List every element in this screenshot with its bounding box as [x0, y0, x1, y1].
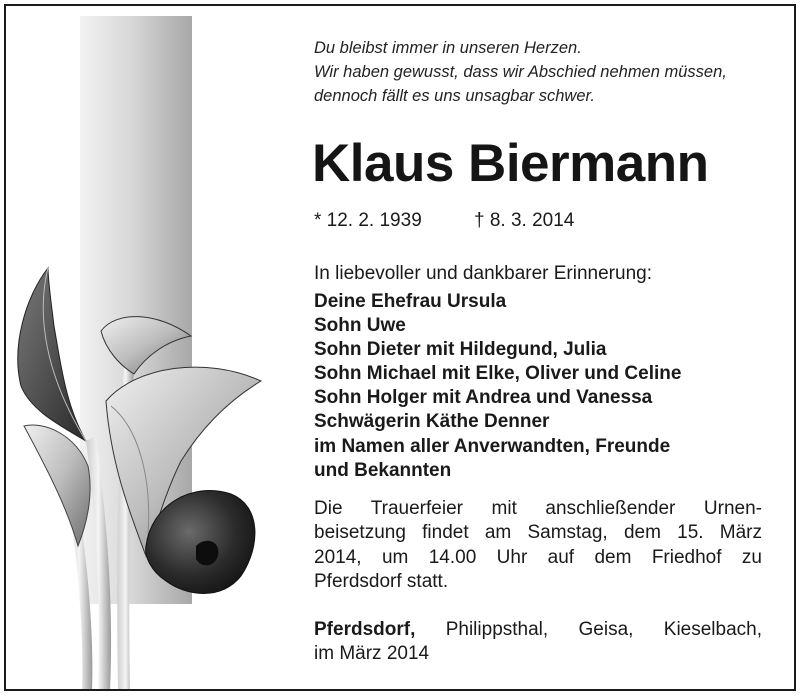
death-date: † 8. 3. 2014 [474, 210, 575, 231]
mourner-line: Deine Ehefrau Ursula [314, 291, 507, 312]
mourner-line: Sohn Uwe [314, 315, 406, 337]
ceremony-line: beisetzung findet am Samstag, dem 15. März [314, 522, 762, 544]
mourner-line: und Bekannten [314, 459, 452, 481]
ceremony-line: Die Trauerfeier mit anschließender Urnen- [314, 498, 762, 519]
deceased-name: Klaus Biermann [312, 134, 709, 193]
closing-signature [314, 618, 762, 667]
mourners-list [314, 290, 681, 483]
life-dates [314, 209, 574, 233]
ceremony-line: Pferdsdorf statt. [314, 571, 449, 593]
birth-date: * 12. 2. 1939 [314, 210, 422, 231]
motto-line: dennoch fällt es uns unsagbar schwer. [314, 87, 595, 105]
obituary-notice [4, 4, 796, 691]
remembrance-intro: In liebevoller und dankbarer Erinnerung: [314, 263, 652, 284]
mourner-line: Sohn Holger mit Andrea und Vanessa [314, 387, 653, 409]
mourner-line: Sohn Dieter mit Hildegund, Julia [314, 339, 607, 361]
calla-lily-icon [6, 256, 276, 691]
mourner-line: Sohn Michael mit Elke, Oliver und Celine [314, 363, 682, 385]
ceremony-info [314, 497, 762, 595]
motto-line: Wir haben gewusst, dass wir Abschied nehmen müssen, [314, 63, 727, 81]
closing-other-places: Philippsthal, Geisa, Kieselbach, [445, 619, 763, 640]
motto-line: Du bleibst immer in unseren Herzen. [314, 39, 582, 57]
closing-places [314, 618, 762, 642]
closing-main-place: Pferdsdorf, [314, 619, 416, 640]
mourner-line: Schwägerin Käthe Denner [314, 411, 550, 433]
closing-date: im März 2014 [314, 643, 430, 665]
ceremony-line: 2014, um 14.00 Uhr auf dem Friedhof zu [314, 546, 762, 568]
mourner-line: im Namen aller Anverwandten, Freunde [314, 435, 671, 457]
motto [314, 36, 784, 108]
